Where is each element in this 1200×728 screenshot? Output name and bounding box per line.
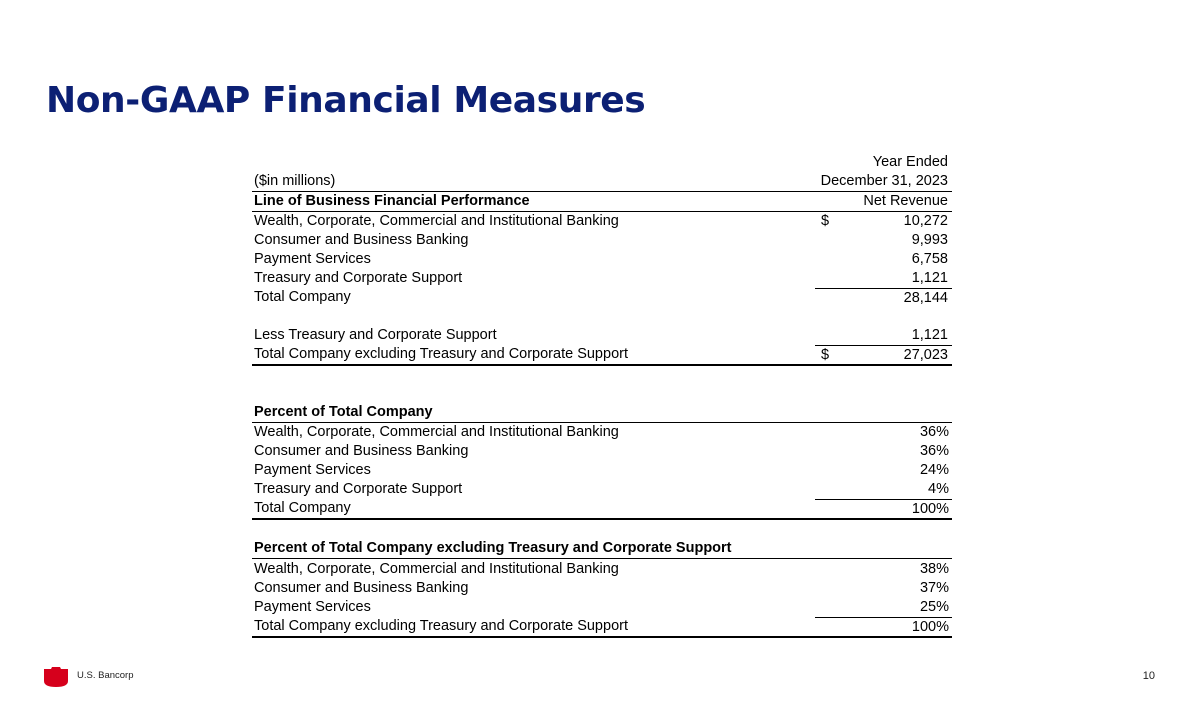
column-header-net-revenue: Net Revenue <box>863 193 948 209</box>
section-header-row <box>252 191 952 211</box>
section-heading-pct-excl: Percent of Total Company excluding Treasury and Corporate Support <box>254 540 732 556</box>
header-row-1 <box>252 153 952 172</box>
table-row: Consumer and Business Banking 36% <box>254 443 949 459</box>
table-row: Wealth, Corporate, Commercial and Institutional Banking 36% <box>252 422 952 442</box>
table-row: Treasury and Corporate Support 1,121 <box>254 270 948 286</box>
table-row-total: Total Company 28,144 <box>252 288 952 307</box>
table-row: Payment Services 6,758 <box>254 251 948 267</box>
table-row: Consumer and Business Banking 9,993 <box>254 232 948 248</box>
table-row: Payment Services 24% <box>254 462 949 478</box>
column-header-year-ended: Year Ended <box>872 154 948 170</box>
section-label: Line of Business Financial Performance <box>254 193 530 209</box>
column-header-date: December 31, 2023 <box>820 173 948 189</box>
units-label: ($in millions) <box>254 173 336 189</box>
header-row-2 <box>252 172 952 191</box>
page-number: 10 <box>1142 670 1155 682</box>
table-row: Wealth, Corporate, Commercial and Institutional Banking 38% <box>254 561 949 577</box>
table-row: Wealth, Corporate, Commercial and Institutional Banking $ 10,272 <box>252 211 952 231</box>
page-title: Non-GAAP Financial Measures <box>46 80 646 121</box>
brand-name: U.S. Bancorp <box>77 670 134 681</box>
table-row-total-excl: Total Company excluding Treasury and Corporate Support 100% <box>252 617 952 638</box>
shield-logo-icon <box>44 667 68 687</box>
financial-table <box>252 153 952 638</box>
table-row-total: Total Company 100% <box>252 499 952 520</box>
table-row-total-excl: Total Company excluding Treasury and Corporate Support $ 27,023 <box>252 345 952 366</box>
currency-symbol: $ <box>821 213 830 229</box>
currency-symbol: $ <box>821 347 830 363</box>
table-row: Payment Services 25% <box>254 599 949 615</box>
table-row: Consumer and Business Banking 37% <box>254 580 949 596</box>
section-heading-pct-total: Percent of Total Company <box>254 404 433 420</box>
table-row-less: Less Treasury and Corporate Support 1,121 <box>254 327 948 343</box>
table-row: Treasury and Corporate Support 4% <box>254 481 949 497</box>
